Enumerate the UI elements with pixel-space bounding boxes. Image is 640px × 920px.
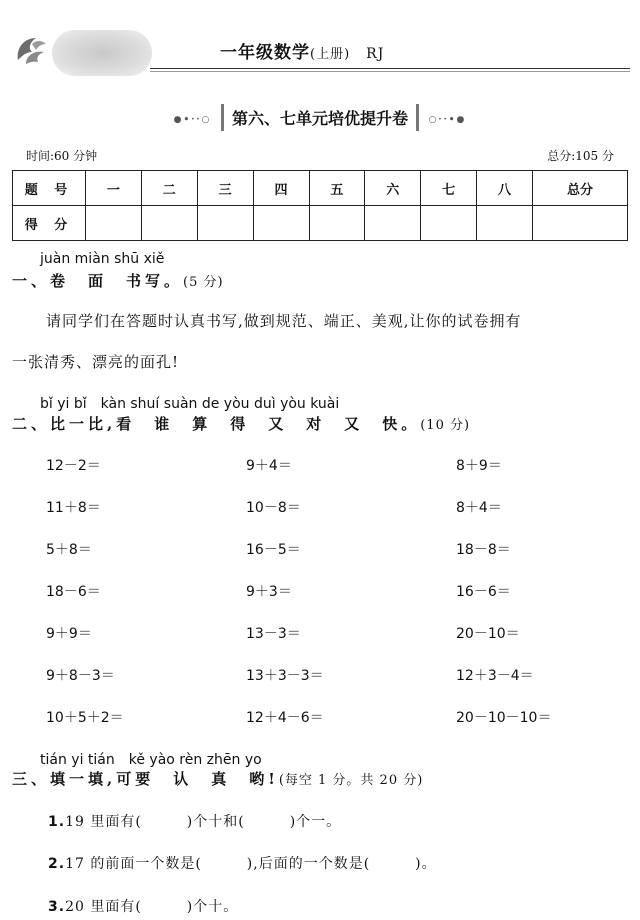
publisher-logo-icon <box>12 30 52 70</box>
col-header: 二 <box>141 171 197 206</box>
calc-problem: 11＋8＝ <box>46 500 101 516</box>
score-table-score-row <box>13 206 628 241</box>
unit-title: ●•··○ 第六、七单元培优提升卷 ○··•● <box>0 104 640 131</box>
score-cell[interactable] <box>421 206 477 241</box>
calc-problem: 20－10＝ <box>456 626 520 642</box>
col-header-total: 总分 <box>533 171 628 206</box>
calc-problem: 8＋9＝ <box>456 458 502 474</box>
calc-problem: 16－6＝ <box>456 584 511 600</box>
calc-problem: 9＋3＝ <box>246 584 292 600</box>
col-header: 六 <box>365 171 421 206</box>
header-divider <box>150 68 630 69</box>
calc-problem: 13－3＝ <box>246 626 301 642</box>
score-cell[interactable] <box>477 206 533 241</box>
section2-title: 二、比一比,看 谁 算 得 又 对 又 快。(10 分) <box>12 415 471 433</box>
score-cell[interactable] <box>253 206 309 241</box>
calc-problem: 12＋4－6＝ <box>246 710 324 726</box>
score-cell[interactable] <box>86 206 142 241</box>
section3-title: 三、填一填,可要 认 真 哟!(每空 1 分。共 20 分) <box>12 770 424 788</box>
score-cell[interactable] <box>141 206 197 241</box>
question-2: 2.17 的前面一个数是( ),后面的一个数是( )。 <box>48 856 437 872</box>
question-3: 3.20 里面有( )个十。 <box>48 899 239 915</box>
section1-paragraph-line2: 一张清秀、漂亮的面孔! <box>12 353 180 371</box>
title-ornament-right-icon: ○··•● <box>428 114 467 125</box>
score-cell[interactable] <box>365 206 421 241</box>
exam-time: 时间:60 分钟 <box>26 149 98 163</box>
calc-problem: 10＋5＋2＝ <box>46 710 124 726</box>
title-ornament-left-icon: ●•··○ <box>173 114 212 125</box>
calc-problem: 10－8＝ <box>246 500 301 516</box>
row-label-question: 题 号 <box>13 171 86 206</box>
col-header: 三 <box>197 171 253 206</box>
score-cell[interactable] <box>197 206 253 241</box>
calc-problem: 16－5＝ <box>246 542 301 558</box>
col-header: 四 <box>253 171 309 206</box>
header-divider-thin <box>150 71 630 72</box>
calc-problem: 9＋4＝ <box>246 458 292 474</box>
score-table <box>12 170 628 241</box>
calc-problem: 9＋8－3＝ <box>46 668 115 684</box>
col-header: 一 <box>86 171 142 206</box>
blurred-publisher-name <box>52 30 152 76</box>
book-title: 一年级数学(上册) RJ <box>220 43 385 63</box>
calc-problem: 20－10－10＝ <box>456 710 552 726</box>
col-header: 五 <box>309 171 365 206</box>
col-header: 八 <box>477 171 533 206</box>
exam-total: 总分:105 分 <box>547 149 614 163</box>
calc-problem: 9＋9＝ <box>46 626 92 642</box>
col-header: 七 <box>421 171 477 206</box>
score-cell-total[interactable] <box>533 206 628 241</box>
calc-problem: 18－8＝ <box>456 542 511 558</box>
section3-pinyin: tián yi tián kě yào rèn zhēn yo <box>40 752 262 768</box>
calc-problem: 12－2＝ <box>46 458 101 474</box>
section1-paragraph-line1: 请同学们在答题时认真书写,做到规范、端正、美观,让你的试卷拥有 <box>46 312 522 330</box>
section1-title: 一、卷 面 书写。(5 分) <box>12 272 224 290</box>
calc-problem: 12＋3－4＝ <box>456 668 534 684</box>
calc-problem: 8＋4＝ <box>456 500 502 516</box>
score-cell[interactable] <box>309 206 365 241</box>
section1-pinyin: juàn miàn shū xiě <box>40 251 165 267</box>
calc-problem: 18－6＝ <box>46 584 101 600</box>
section2-pinyin: bǐ yi bǐ kàn shuí suàn de yòu duì yòu kuài <box>40 396 340 412</box>
calc-problem: 13＋3－3＝ <box>246 668 324 684</box>
row-label-score: 得 分 <box>13 206 86 241</box>
score-table-header-row <box>13 171 628 206</box>
question-1: 1.19 里面有( )个十和( )个一。 <box>48 814 342 830</box>
calc-problem: 5＋8＝ <box>46 542 92 558</box>
